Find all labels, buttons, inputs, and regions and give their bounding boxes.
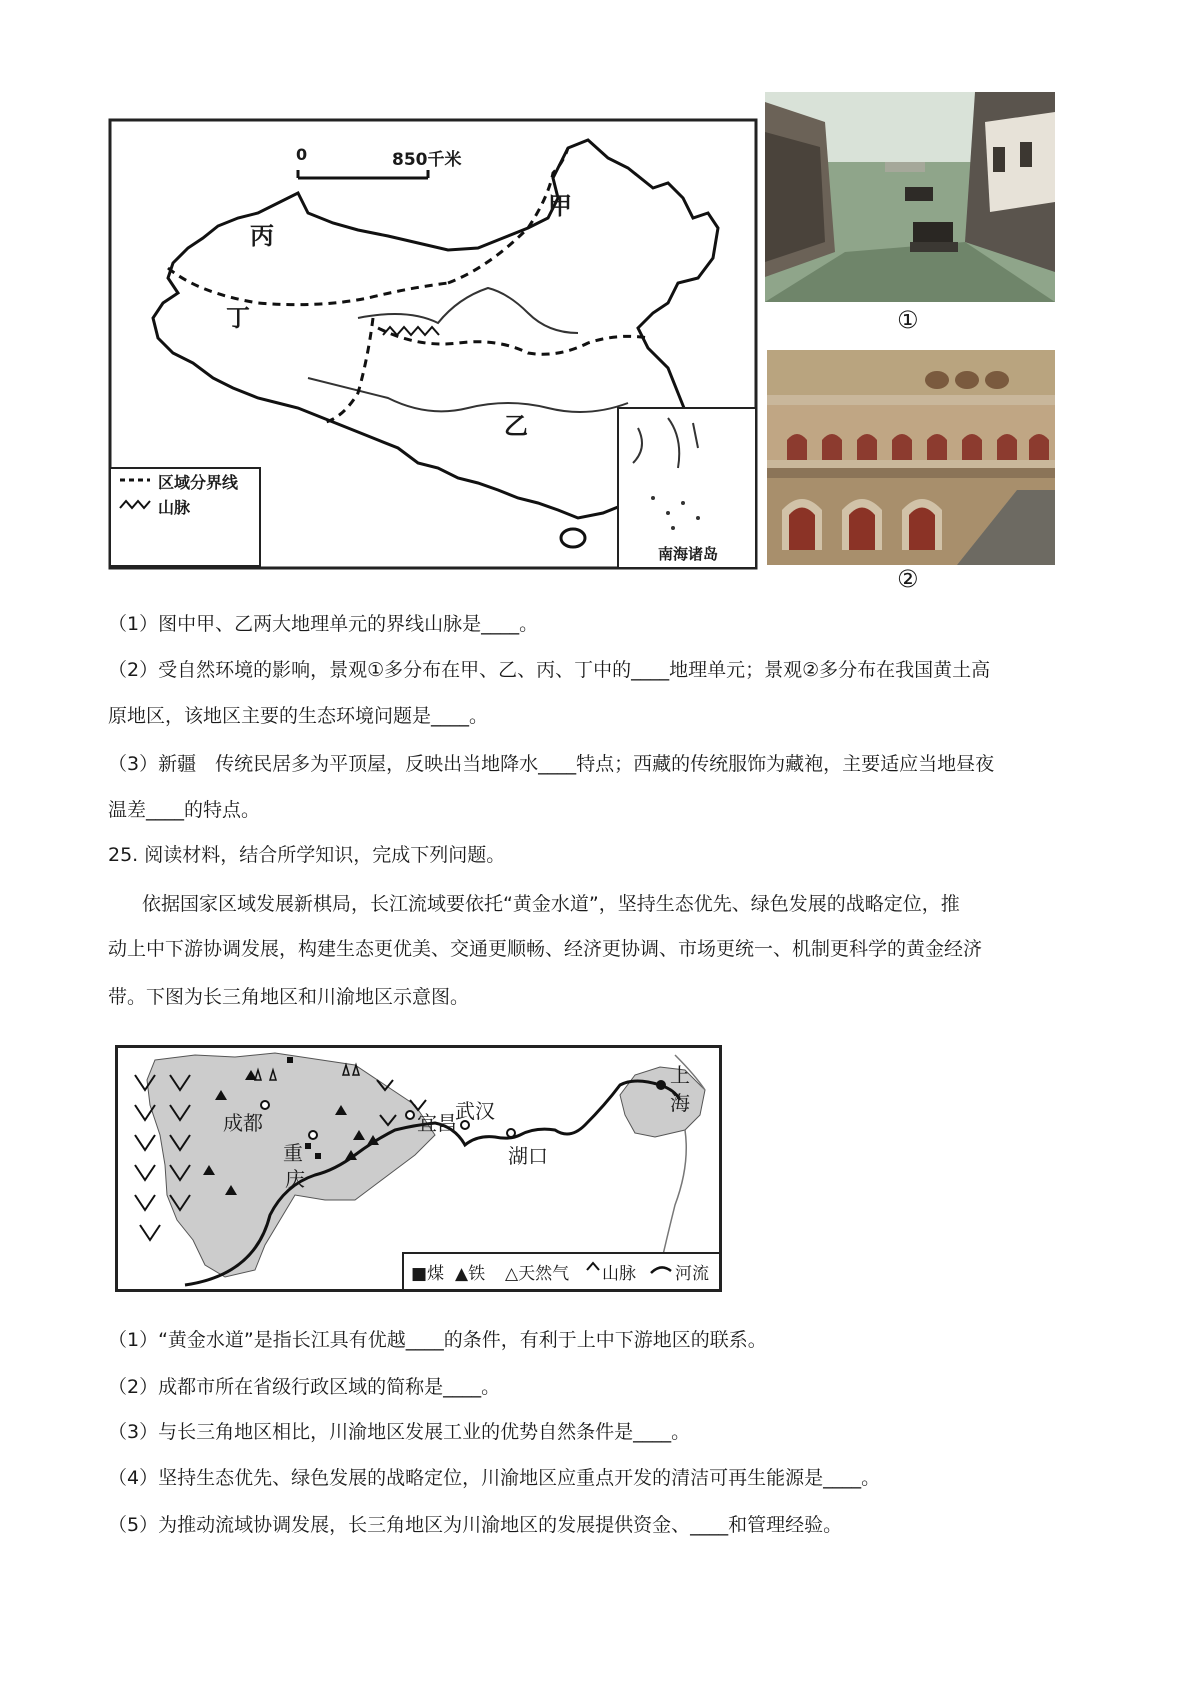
region-label-bing: 丙 xyxy=(250,222,274,250)
photo-cave-dwellings xyxy=(767,350,1055,565)
q24-sub2-line1: （2）受自然环境的影响，景观①多分布在甲、乙、丙、丁中的____地理单元；景观②多分布在我国黄土高 xyxy=(108,659,991,681)
legend-coal: ■煤 xyxy=(411,1264,445,1284)
city-chongqing-2: 庆 xyxy=(285,1167,305,1191)
yangtze-map xyxy=(115,1045,722,1292)
q25-sub1: （1）“黄金水道”是指长江具有优越____的条件，有利于上中下游地区的联系。 xyxy=(108,1329,767,1351)
legend-mountain-label: 山脉 xyxy=(158,498,191,517)
q25-material-line3: 带。下图为长三角地区和川渝地区示意图。 xyxy=(108,986,470,1008)
q24-sub2-line2: 原地区，该地区主要的生态环境问题是____。 xyxy=(108,705,489,727)
q25-heading: 25. 阅读材料，结合所学知识，完成下列问题。 xyxy=(108,844,506,866)
scale-zero-label: 0 xyxy=(296,145,308,164)
city-yichang: 宜昌 xyxy=(417,1111,457,1135)
city-chongqing-1: 重 xyxy=(283,1141,303,1165)
q25-sub3: （3）与长三角地区相比，川渝地区发展工业的优势自然条件是____。 xyxy=(108,1421,691,1443)
region-label-yi: 乙 xyxy=(504,412,528,440)
photo2-caption: ② xyxy=(897,565,919,593)
city-wuhan: 武汉 xyxy=(455,1099,495,1123)
q25-sub2: （2）成都市所在省级行政区域的简称是____。 xyxy=(108,1376,501,1398)
q25-material-line1: 依据国家区域发展新棋局，长江流域要依托“黄金水道”，坚持生态优先、绿色发展的战略定位，推 xyxy=(142,893,960,915)
china-map xyxy=(108,118,758,570)
city-chengdu: 成都 xyxy=(223,1111,263,1135)
inset-label: 南海诸岛 xyxy=(658,545,719,563)
legend-gas: △天然气 xyxy=(505,1264,570,1284)
yangtze-map-svg xyxy=(115,1045,722,1292)
region-label-ding: 丁 xyxy=(226,304,250,332)
q24-sub3-line1: （3）新疆 传统民居多为平顶屋，反映出当地降水____特点；西藏的传统服饰为藏袍，主要适应当地昼夜 xyxy=(108,753,995,775)
q25-sub4: （4）坚持生态优先、绿色发展的战略定位，川渝地区应重点开发的清洁可再生能源是____。 xyxy=(108,1467,881,1489)
photo-water-town xyxy=(765,92,1055,302)
q24-sub1: （1）图中甲、乙两大地理单元的界线山脉是____。 xyxy=(108,613,539,635)
city-shanghai-1: 上 xyxy=(670,1063,690,1087)
city-shanghai-2: 海 xyxy=(670,1091,690,1115)
legend-boundary-label: 区域分界线 xyxy=(158,473,239,492)
legend-river: 河流 xyxy=(675,1264,709,1284)
region-label-jia: 甲 xyxy=(548,192,572,220)
legend-mountain: 山脉 xyxy=(602,1264,636,1284)
china-map-svg xyxy=(108,118,758,570)
scale-distance-label: 850千米 xyxy=(392,150,462,170)
q25-sub5: （5）为推动流域协调发展，长三角地区为川渝地区的发展提供资金、____和管理经验。 xyxy=(108,1514,843,1536)
photo1-caption: ① xyxy=(897,306,919,334)
city-hukou: 湖口 xyxy=(508,1144,548,1168)
q25-material-line2: 动上中下游协调发展，构建生态更优美、交通更顺畅、经济更协调、市场更统一、机制更科学的黄金经济 xyxy=(108,938,983,960)
q24-sub3-line2: 温差____的特点。 xyxy=(108,799,261,821)
legend-iron: ▲铁 xyxy=(455,1264,486,1284)
